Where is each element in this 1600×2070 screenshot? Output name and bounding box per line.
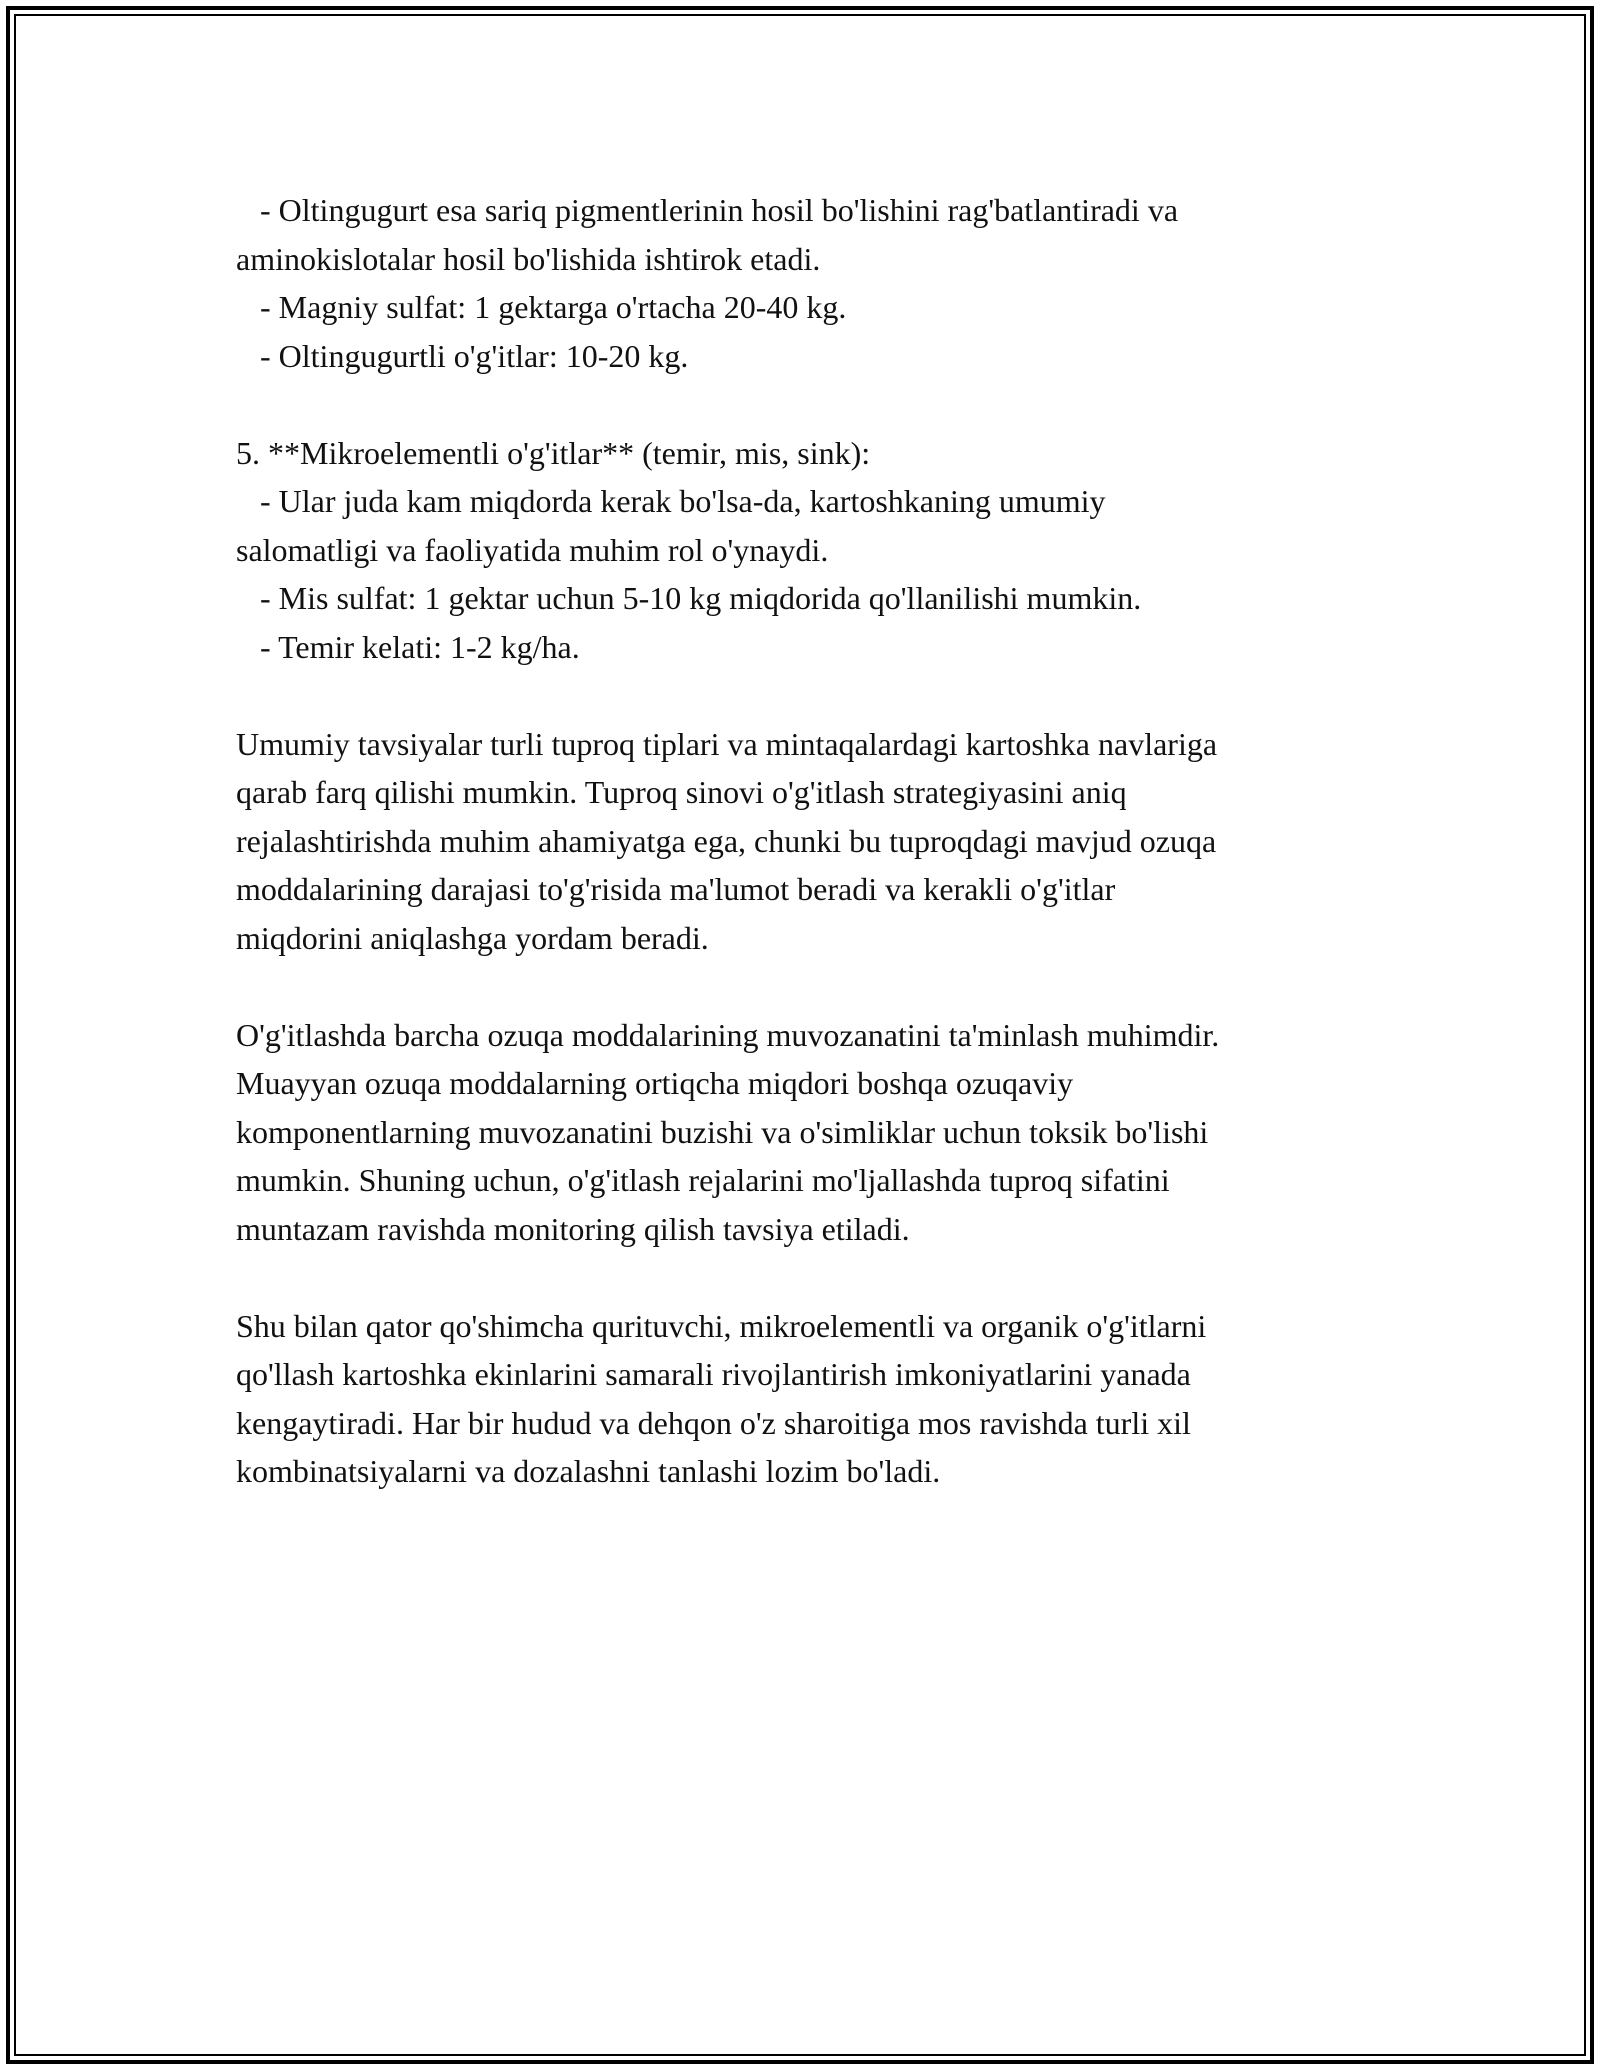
text-line: qo'llash kartoshka ekinlarini samarali rivojlantirish imkoniyatlarini yanada xyxy=(236,1356,1191,1392)
text-line: aminokislotalar hosil bo'lishida ishtirok etadi. xyxy=(236,240,821,277)
section-heading: 5. **Mikroelementli o'g'itlar** (temir, mis, sink): xyxy=(236,434,871,471)
text-line: miqdorini aniqlashga yordam beradi. xyxy=(236,919,709,956)
sulfur-magnesium-section xyxy=(236,186,1406,380)
text-line: kengaytiradi. Har bir hudud va dehqon o'z sharoitiga mos ravishda turli xil xyxy=(236,1404,1191,1441)
paragraph-spacer xyxy=(236,1253,1406,1302)
text-line: Shu bilan qator qo'shimcha qurituvchi, mikroelementli va organik o'g'itlarni xyxy=(236,1307,1207,1344)
conclusion-paragraph xyxy=(236,1302,1406,1496)
text-line: O'g'itlashda barcha ozuqa moddalarining muvozanatini ta'minlash muhimdir. xyxy=(236,1016,1220,1053)
text-line: muntazam ravishda monitoring qilish tavsiya etiladi. xyxy=(236,1210,910,1247)
text-line: - Ular juda kam miqdorda kerak bo'lsa-da, kartoshkaning umumiy xyxy=(236,483,1106,519)
text-line: Umumiy tavsiyalar turli tuproq tiplari va mintaqalardagi kartoshka navlariga xyxy=(236,725,1218,762)
paragraph-spacer xyxy=(236,671,1406,720)
text-line: - Temir kelati: 1-2 kg/ha. xyxy=(236,628,580,665)
nutrient-balance-paragraph xyxy=(236,1011,1406,1254)
document-body xyxy=(236,186,1406,1496)
text-line: kombinatsiyalarni va dozalashni tanlashi lozim bo'ladi. xyxy=(236,1453,941,1489)
general-recommendations-paragraph xyxy=(236,720,1406,963)
text-line: rejalashtirishda muhim ahamiyatga ega, chunki bu tuproqdagi mavjud ozuqa xyxy=(236,822,1217,859)
text-line: qarab farq qilishi mumkin. Tuproq sinovi o'g'itlash strategiyasini aniq xyxy=(236,774,1127,810)
text-line: - Mis sulfat: 1 gektar uchun 5-10 kg miqdorida qo'llanilishi mumkin. xyxy=(236,580,1142,616)
text-line: - Oltingugurtli o'g'itlar: 10-20 kg. xyxy=(236,337,689,374)
text-line: salomatligi va faoliyatida muhim rol o'ynaydi. xyxy=(236,531,829,568)
text-line: - Oltingugurt esa sariq pigmentlerinin hosil bo'lishini rag'batlantiradi va xyxy=(236,192,1179,228)
paragraph-spacer xyxy=(236,380,1406,429)
text-line: - Magniy sulfat: 1 gektarga o'rtacha 20-40 kg. xyxy=(236,289,847,325)
text-line: moddalarining darajasi to'g'risida ma'lumot beradi va kerakli o'g'itlar xyxy=(236,871,1116,907)
text-line: komponentlarning muvozanatini buzishi va o'simliklar uchun toksik bo'lishi xyxy=(236,1113,1209,1150)
micronutrient-fertilizers-section xyxy=(236,429,1406,672)
paragraph-spacer xyxy=(236,962,1406,1011)
text-line: mumkin. Shuning uchun, o'g'itlash rejalarini mo'ljallashda tuproq sifatini xyxy=(236,1162,1170,1198)
text-line: Muayyan ozuqa moddalarning ortiqcha miqdori boshqa ozuqaviy xyxy=(236,1065,1074,1101)
